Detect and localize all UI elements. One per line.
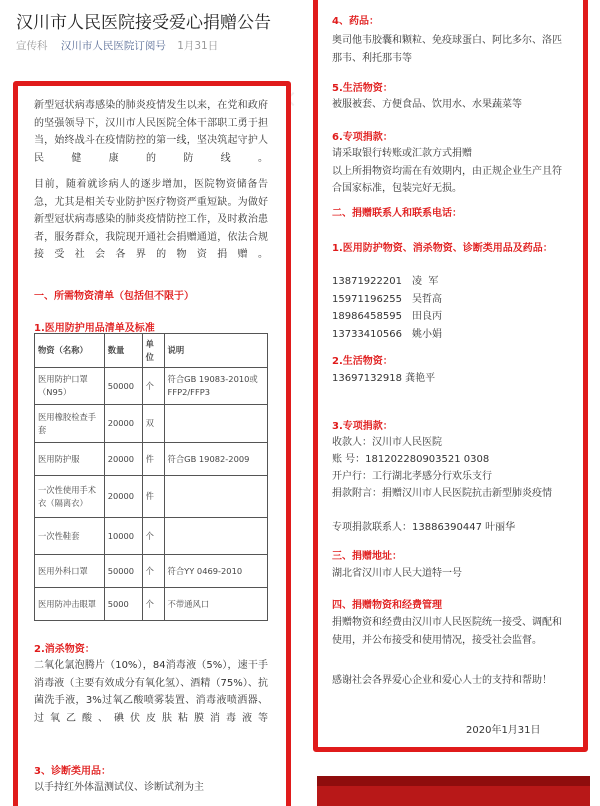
- article-title: 汉川市人民医院接受爱心捐赠公告: [16, 13, 271, 33]
- col-header-qty: 数量: [104, 334, 142, 368]
- cell-name: 医用外科口罩: [35, 555, 105, 588]
- cell-unit: 个: [142, 368, 164, 405]
- table-row: [35, 443, 268, 476]
- table-row: [35, 476, 268, 518]
- diagnostic-text: 以手持红外体温测试仪、诊断试剂为主: [34, 782, 204, 793]
- contact-list-medical: [332, 273, 442, 343]
- cell-unit: 个: [142, 518, 164, 555]
- disinfection-text: 二氧化氯泡腾片（10%），84消毒液（5%），速干手消毒液（主要有效成分有氧化氢）、酒精（75%）、抗菌洗手液，3%过氧乙酸喷雾装置、消毒液喷洒器、过氧乙酸、碘伏皮肤粘膜消毒液等: [34, 660, 268, 724]
- donation-remark: 捐款附言：捐赠汉川市人民医院抗击新型肺炎疫情: [332, 488, 552, 499]
- cell-qty: 50000: [104, 368, 142, 405]
- bank-name: 开户行：工行湖北孝感分行欢乐支行: [332, 471, 492, 482]
- cell-unit: 件: [142, 443, 164, 476]
- contact-phone: 13871922201: [332, 276, 402, 287]
- section-2-heading: 二、捐赠联系人和联系电话：: [332, 208, 462, 219]
- cell-note: 符合GB 19083-2010或FFP2/FFP3: [164, 368, 267, 405]
- article-meta: [16, 38, 218, 53]
- cell-note: 不带通风口: [164, 588, 267, 621]
- section-1-sub-5: 5.生活物资：: [332, 83, 393, 94]
- cell-note: 符合GB 19082-2009: [164, 443, 267, 476]
- contact-name: 田良丙: [412, 311, 442, 322]
- table-row: [35, 518, 268, 555]
- contact-phone: 15971196255: [332, 293, 402, 305]
- intro-paragraph-1: 新型冠状病毒感染的肺炎疫情发生以来，在党和政府的坚强领导下，汉川市人民医院全体干部职工勇于担当，始终战斗在疫情防控的第一线，坚决筑起守护人民健康的防线。: [34, 100, 268, 164]
- supplies-table: [34, 333, 268, 621]
- cell-qty: 20000: [104, 443, 142, 476]
- donation-address: 湖北省汉川市人民大道特一号: [332, 568, 462, 579]
- col-header-name: 物资（名称）: [35, 334, 105, 368]
- cell-qty: 5000: [104, 588, 142, 621]
- contact-name: 凌 军: [412, 276, 439, 287]
- cell-note: [164, 518, 267, 555]
- contact-phone: 13733410566: [332, 328, 402, 340]
- cell-name: 医用防冲击眼罩: [35, 588, 105, 621]
- bottom-banner: [317, 776, 590, 806]
- cell-name: 一次性使用手术衣（隔离衣）: [35, 476, 105, 518]
- cell-qty: 50000: [104, 555, 142, 588]
- section-1-heading: 一、所需物资清单（包括但不限于）: [34, 291, 194, 302]
- table-header-row: [35, 334, 268, 368]
- contact-name: 姚小娟: [412, 328, 442, 340]
- payee: 收款人：汉川市人民医院: [332, 437, 442, 448]
- cell-qty: 10000: [104, 518, 142, 555]
- intro-paragraph-2: 目前，随着就诊病人的逐步增加，医院物资储备告急，尤其是相关专业防护医疗物资严重短缺。为做好新型冠状病毒感染的肺炎疫情防控工作，及时救治患者，服务群众，我院现开通社会捐赠通道，依法合规接受社会各界的物资捐赠。: [34, 179, 268, 260]
- cell-name: 医用防护服: [35, 443, 105, 476]
- section-2-sub-2: 2.生活物资：: [332, 356, 393, 367]
- contact-phone: 18986458595: [332, 311, 402, 322]
- cell-name: 一次性鞋套: [35, 518, 105, 555]
- management-text: 捐赠物资和经费由汉川市人民医院统一接受、调配和使用，并公布接受和使用情况，接受社会监督。: [332, 617, 562, 646]
- table-row: [35, 588, 268, 621]
- contact-item: [332, 308, 442, 326]
- cell-name: 医用防护口罩（N95）: [35, 368, 105, 405]
- cell-note: [164, 405, 267, 443]
- section-2-sub-1: 1.医用防护物资、消杀物资、诊断类用品及药品：: [332, 243, 553, 254]
- author-tag: 宣传科: [16, 40, 48, 52]
- cell-qty: 20000: [104, 405, 142, 443]
- section-4-heading: 四、捐赠物资和经费管理: [332, 600, 442, 611]
- section-1-sub-4: 4、药品：: [332, 16, 379, 27]
- section-1-sub-3: 3、诊断类用品：: [34, 766, 111, 777]
- publish-date: 1月31日: [177, 40, 219, 52]
- donation-contact: 专项捐款联系人：13886390447 叶丽华: [332, 522, 516, 533]
- living-supplies-contact: 13697132918 龚艳平: [332, 373, 436, 384]
- medicine-text: 奥司他韦胶囊和颗粒、免疫球蛋白、阿比多尔、洛匹那韦、利托那韦等: [332, 35, 562, 64]
- account-link[interactable]: 汉川市人民医院订阅号: [60, 40, 166, 52]
- col-header-note: 说明: [164, 334, 267, 368]
- right-column: [300, 0, 600, 806]
- contact-item: [332, 273, 442, 291]
- cell-note: 符合YY 0469-2010: [164, 555, 267, 588]
- table-row: [35, 555, 268, 588]
- bank-account: 账 号：181202280903521 0308: [332, 454, 490, 465]
- living-supplies-text: 被服被套、方便食品、饮用水、水果蔬菜等: [332, 99, 522, 110]
- contact-item: [332, 291, 442, 309]
- cell-unit: 双: [142, 405, 164, 443]
- table-row: [35, 368, 268, 405]
- table-row: [35, 405, 268, 443]
- cell-unit: 件: [142, 476, 164, 518]
- cell-note: [164, 476, 267, 518]
- cell-qty: 20000: [104, 476, 142, 518]
- section-2-sub-3: 3.专项捐款：: [332, 421, 393, 432]
- cell-unit: 个: [142, 588, 164, 621]
- section-1-sub-1: 1.医用防护用品清单及标准: [34, 323, 155, 334]
- section-1-sub-2: 2.消杀物资：: [34, 644, 95, 655]
- cell-name: 医用橡胶检查手套: [35, 405, 105, 443]
- closing-date: 2020年1月31日: [466, 725, 541, 736]
- contact-name: 吴哲高: [412, 293, 442, 305]
- col-header-unit: 单位: [142, 334, 164, 368]
- section-1-sub-6: 6.专项捐款：: [332, 132, 393, 143]
- donation-method-text: 请采取银行转账或汇款方式捐赠 以上所捐物资均需在有效期内，由正规企业生产且符合国家标准，包装完好无损。: [332, 148, 562, 194]
- contact-item: [332, 326, 442, 344]
- cell-unit: 个: [142, 555, 164, 588]
- section-3-heading: 三、捐赠地址：: [332, 551, 402, 562]
- thanks-text: 感谢社会各界爱心企业和爱心人士的支持和帮助！: [332, 675, 552, 686]
